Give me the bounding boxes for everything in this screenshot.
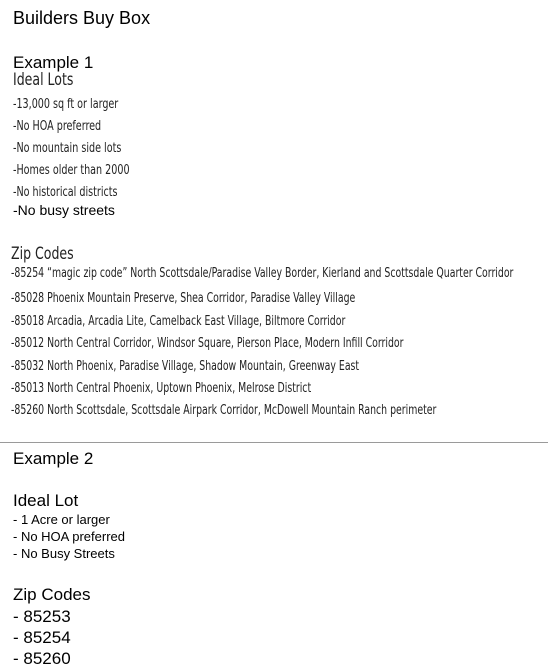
lot-criterion-text: -No historical districts <box>13 185 118 200</box>
zip-code-entry-text: -85013 North Central Phoenix, Uptown Phoenix, Melrose District <box>11 381 312 396</box>
lot-criterion-text: -Homes older than 2000 <box>13 163 130 178</box>
lot-criterion: - No Busy Streets <box>13 546 115 561</box>
zip-code-entry <box>11 358 446 374</box>
zip-codes-heading: Zip Codes <box>13 585 91 604</box>
zip-code-entry-text: -85254 “magic zip code” North Scottsdale/Paradise Valley Border, Kierland and Scottsdale Quarter Corridor <box>11 266 514 281</box>
zip-code-entry: - 85260 <box>13 649 71 668</box>
lot-criterion <box>13 118 121 134</box>
lot-criterion: - No HOA preferred <box>13 529 125 544</box>
lot-criterion-text: -13,000 sq ft or larger <box>13 97 119 112</box>
ideal-lots-heading <box>13 70 87 90</box>
lot-criterion: - 1 Acre or larger <box>13 512 110 527</box>
zip-code-entry <box>11 313 429 329</box>
lot-criterion-text: -No HOA preferred <box>13 119 102 134</box>
example-2-heading: Example 2 <box>13 449 94 468</box>
zip-codes-heading-text: Zip Codes <box>11 244 74 264</box>
lot-criterion <box>13 96 141 112</box>
zip-code-entry-text: -85018 Arcadia, Arcadia Lite, Camelback East Village, Biltmore Corridor <box>11 314 346 329</box>
lot-criterion-text: -No mountain side lots <box>13 141 122 156</box>
zip-code-entry-text: -85032 North Phoenix, Paradise Village, Shadow Mountain, Greenway East <box>11 359 360 374</box>
ideal-lots-heading-text: Ideal Lots <box>13 70 74 90</box>
section-divider <box>0 442 548 443</box>
zip-code-entry <box>11 402 543 418</box>
lot-criterion <box>13 140 145 156</box>
ideal-lot-heading: Ideal Lot <box>13 491 79 510</box>
zip-code-entry-text: -85028 Phoenix Mountain Preserve, Shea Corridor, Paradise Valley Village <box>11 291 356 306</box>
lot-criterion <box>13 184 140 200</box>
zip-code-entry <box>11 380 386 396</box>
example-1-heading: Example 1 <box>13 53 94 72</box>
zip-codes-heading <box>11 244 87 264</box>
lot-criterion: -No busy streets <box>13 202 115 218</box>
document-title: Builders Buy Box <box>13 8 151 28</box>
zip-code-entry-text: -85260 North Scottsdale, Scottsdale Airpark Corridor, McDowell Mountain Ranch perimeter <box>11 403 437 418</box>
zip-code-entry: - 85254 <box>13 628 71 647</box>
zip-code-entry <box>11 265 548 281</box>
zip-code-entry <box>11 290 441 306</box>
zip-code-entry <box>11 335 502 351</box>
zip-code-entry-text: -85012 North Central Corridor, Windsor Square, Pierson Place, Modern Infill Corridor <box>11 336 404 351</box>
lot-criterion <box>13 162 155 178</box>
zip-code-entry: - 85253 <box>13 607 71 626</box>
